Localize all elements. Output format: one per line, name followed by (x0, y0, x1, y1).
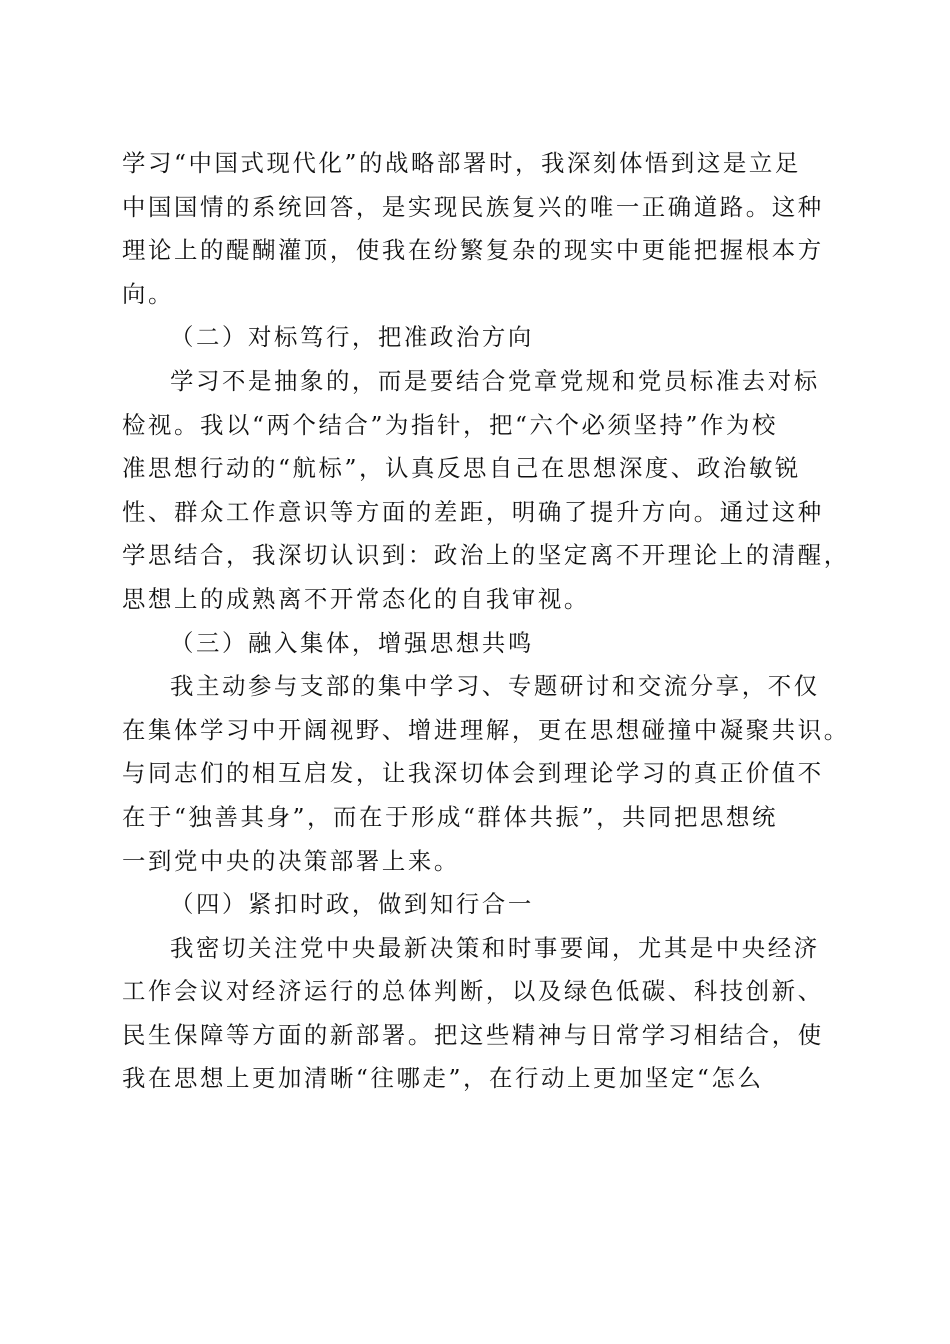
text-line: （三）融入集体，增强思想共鸣 (170, 628, 534, 657)
text-line: 性、群众工作意识等方面的差距，明确了提升方向。通过这种 (122, 497, 824, 526)
text-line: 向。 (122, 279, 174, 308)
text-line: 工作会议对经济运行的总体判断，以及绿色低碳、科技创新、 (122, 977, 824, 1006)
text-line: 在集体学习中开阔视野、增进理解，更在思想碰撞中凝聚共识。 (122, 715, 850, 744)
document-body (122, 142, 850, 1101)
text-line: 中国国情的系统回答，是实现民族复兴的唯一正确道路。这种 (122, 192, 824, 221)
text-line: 在于“独善其身”，而在于形成“群体共振”，共同把思想统 (122, 802, 779, 831)
text-line: 与同志们的相互启发，让我深切体会到理论学习的真正价值不 (122, 759, 824, 788)
text-line: 学思结合，我深切认识到：政治上的坚定离不开理论上的清醒， (122, 541, 850, 570)
text-line: 思想上的成熟离不开常态化的自我审视。 (122, 584, 590, 613)
text-line: 我在思想上更加清晰“往哪走”，在行动上更加坚定“怎么 (122, 1064, 764, 1093)
text-line: 我密切关注党中央最新决策和时事要闻，尤其是中央经济 (170, 933, 820, 962)
text-line: 理论上的醍醐灌顶，使我在纷繁复杂的现实中更能把握根本方 (122, 236, 824, 265)
text-line: 学习“中国式现代化”的战略部署时，我深刻体悟到这是立足 (122, 149, 801, 177)
text-line: 准思想行动的“航标”，认真反思自己在思想深度、政治敏锐 (122, 454, 801, 483)
text-line: 我主动参与支部的集中学习、专题研讨和交流分享，不仅 (170, 672, 820, 701)
text-line: （二）对标笃行，把准政治方向 (170, 323, 534, 352)
text-line: （四）紧扣时政，做到知行合一 (170, 890, 534, 919)
text-line: 一到党中央的决策部署上来。 (122, 846, 460, 875)
text-line: 民生保障等方面的新部署。把这些精神与日常学习相结合，使 (122, 1020, 824, 1049)
text-line: 学习不是抽象的，而是要结合党章党规和党员标准去对标 (170, 366, 820, 395)
text-line: 检视。我以“两个结合”为指针，把“六个必须坚持”作为校 (122, 410, 779, 439)
